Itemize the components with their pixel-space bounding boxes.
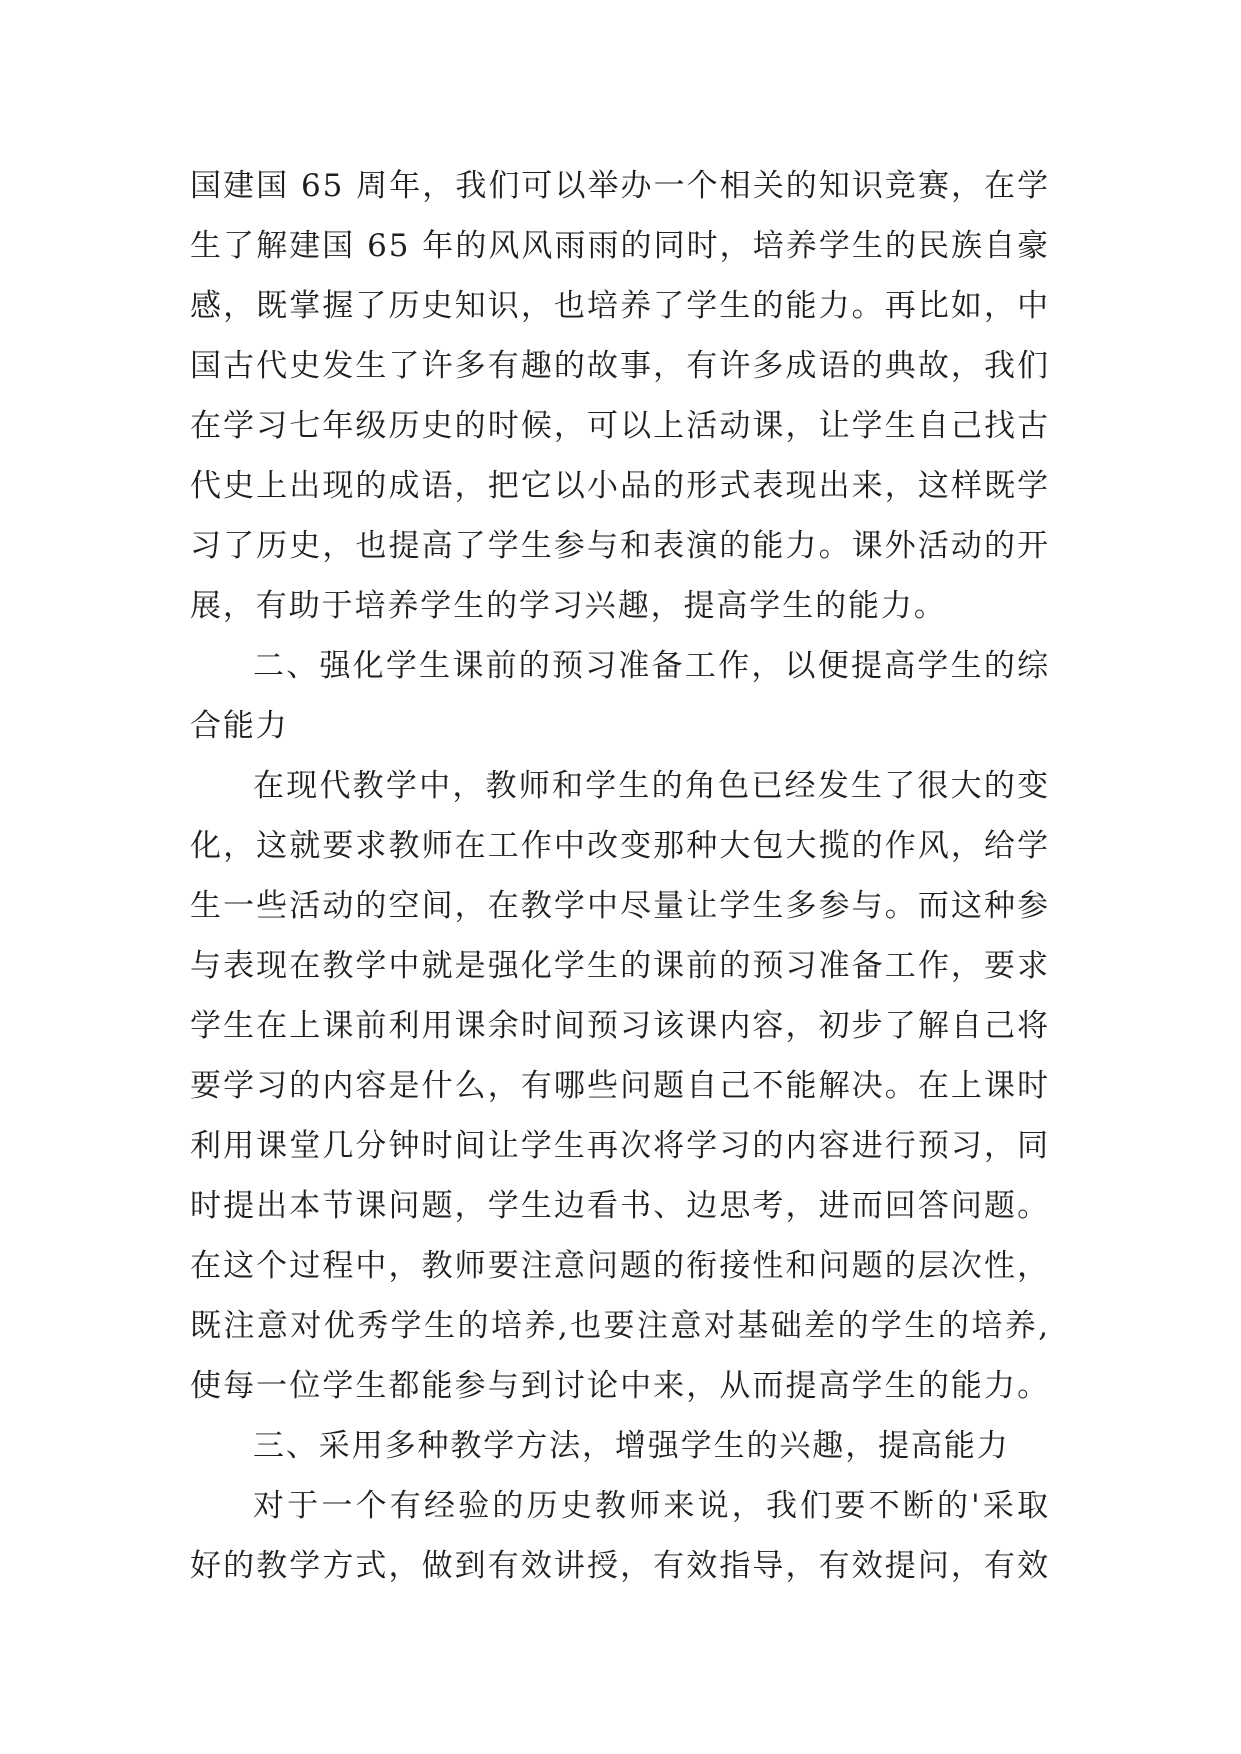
section-heading: 二、强化学生课前的预习准备工作，以便提高学生的综 xyxy=(253,648,1050,684)
text-line: 感，既掌握了历史知识，也培养了学生的能力。再比如，中 xyxy=(190,288,1050,324)
text-line: 好的教学方式，做到有效讲授，有效指导，有效提问，有效 xyxy=(190,1548,1050,1584)
text-line: 使每一位学生都能参与到讨论中来，从而提高学生的能力。 xyxy=(190,1368,1050,1404)
section-heading-continued: 合能力 xyxy=(190,708,289,744)
text-line: 既注意对优秀学生的培养,也要注意对基础差的学生的培养, xyxy=(190,1308,1050,1344)
text-line: 化，这就要求教师在工作中改变那种大包大揽的作风，给学 xyxy=(190,828,1050,864)
text-line: 生了解建国 65 年的风风雨雨的同时，培养学生的民族自豪 xyxy=(190,228,1050,264)
text-line: 对于一个有经验的历史教师来说，我们要不断的'采取 xyxy=(253,1488,1050,1524)
text-line: 与表现在教学中就是强化学生的课前的预习准备工作，要求 xyxy=(190,948,1050,984)
text-line: 在学习七年级历史的时候，可以上活动课，让学生自己找古 xyxy=(190,408,1050,444)
text-line: 国古代史发生了许多有趣的故事，有许多成语的典故，我们 xyxy=(190,348,1050,384)
text-line: 代史上出现的成语，把它以小品的形式表现出来，这样既学 xyxy=(190,468,1050,504)
text-line: 时提出本节课问题，学生边看书、边思考，进而回答问题。 xyxy=(190,1188,1050,1224)
text-line: 国建国 65 周年，我们可以举办一个相关的知识竞赛，在学 xyxy=(190,168,1050,204)
text-line: 展，有助于培养学生的学习兴趣，提高学生的能力。 xyxy=(190,588,947,624)
text-line: 在这个过程中，教师要注意问题的衔接性和问题的层次性， xyxy=(190,1248,1050,1284)
text-line: 要学习的内容是什么，有哪些问题自己不能解决。在上课时 xyxy=(190,1068,1050,1104)
text-line: 利用课堂几分钟时间让学生再次将学习的内容进行预习，同 xyxy=(190,1128,1050,1164)
text-line: 学生在上课前利用课余时间预习该课内容，初步了解自己将 xyxy=(190,1008,1050,1044)
text-line: 生一些活动的空间，在教学中尽量让学生多参与。而这种参 xyxy=(190,888,1050,924)
text-line: 在现代教学中，教师和学生的角色已经发生了很大的变 xyxy=(253,768,1050,804)
text-line: 习了历史，也提高了学生参与和表演的能力。课外活动的开 xyxy=(190,528,1050,564)
section-heading: 三、采用多种教学方法，增强学生的兴趣，提高能力 xyxy=(253,1428,1010,1464)
